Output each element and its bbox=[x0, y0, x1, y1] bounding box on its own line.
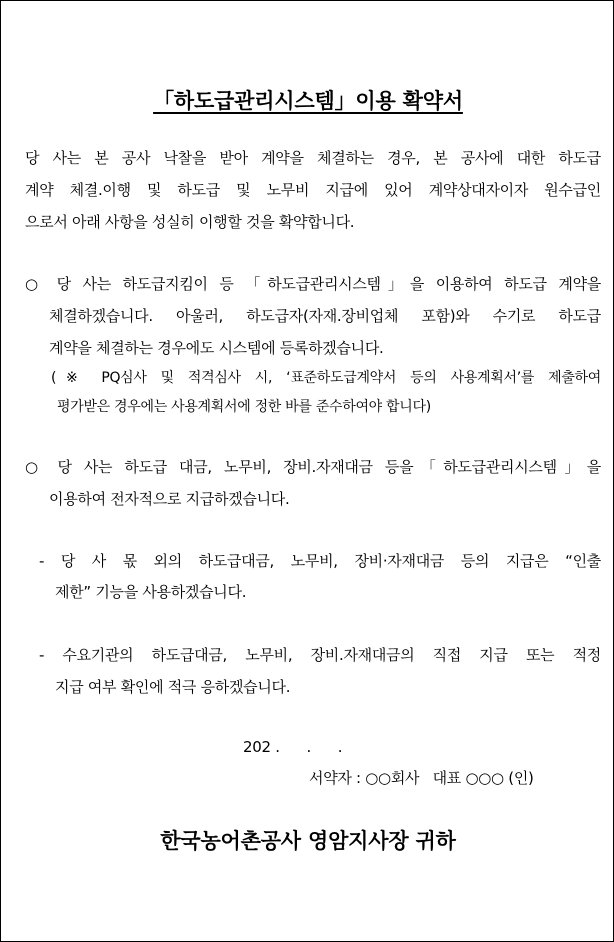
sub1-line-2: 제한” 기능을 사용하겠습니다. bbox=[55, 583, 247, 601]
item1-line-1: ○ 당 사는 하도급지킴이 등 「하도급관리시스템」을 이용하여 하도급 계약을 bbox=[25, 275, 601, 293]
document-title: 「하도급관리시스템」이용 확약서 bbox=[153, 89, 463, 113]
recipient-line: 한국농어촌공사 영암지사장 귀하 bbox=[160, 829, 456, 853]
sub1-line-1: - 당 사 몫 외의 하도급대금, 노무비, 장비·자재대금 등의 지급은 “인출 bbox=[39, 552, 601, 570]
item1-line-2: 체결하겠습니다. 아울러, 하도급자(자재.장비업체 포함)와 수기로 하도급 bbox=[49, 307, 601, 325]
item1-note-line-1: (※ PQ심사 및 적격심사 시, ‘표준하도급계약서 등의 사용계획서’를 제출하여 bbox=[51, 370, 601, 386]
intro-line-2: 계약 체결.이행 및 하도급 및 노무비 지급에 있어 계약상대자이자 원수급인 bbox=[25, 181, 601, 199]
item1-note-line-2: 평가받은 경우에는 사용계획서에 정한 바를 준수하여야 합니다) bbox=[57, 399, 431, 415]
sub2-line-2: 지급 여부 확인에 적극 응하겠습니다. bbox=[55, 678, 291, 696]
intro-line-3: 으로서 아래 사항을 성실히 이행할 것을 확약합니다. bbox=[25, 213, 355, 231]
signature-date: 202 . . . bbox=[243, 738, 343, 756]
intro-line-1: 당 사는 본 공사 낙찰을 받아 계약을 체결하는 경우, 본 공사에 대한 하도급 bbox=[25, 149, 601, 167]
item2-line-2: 이용하여 전자적으로 지급하겠습니다. bbox=[49, 490, 290, 508]
signer-line: 서약자 : ○○회사 대표 ○○○ (인) bbox=[309, 769, 534, 787]
sub2-line-1: - 수요기관의 하도급대금, 노무비, 장비.자재대금의 직접 지급 또는 적정 bbox=[39, 646, 601, 664]
item2-line-1: ○ 당 사는 하도급 대금, 노무비, 장비.자재대금 등을「하도급관리시스템」을 bbox=[25, 458, 601, 476]
item1-line-3: 계약을 체결하는 경우에도 시스템에 등록하겠습니다. bbox=[49, 339, 384, 357]
